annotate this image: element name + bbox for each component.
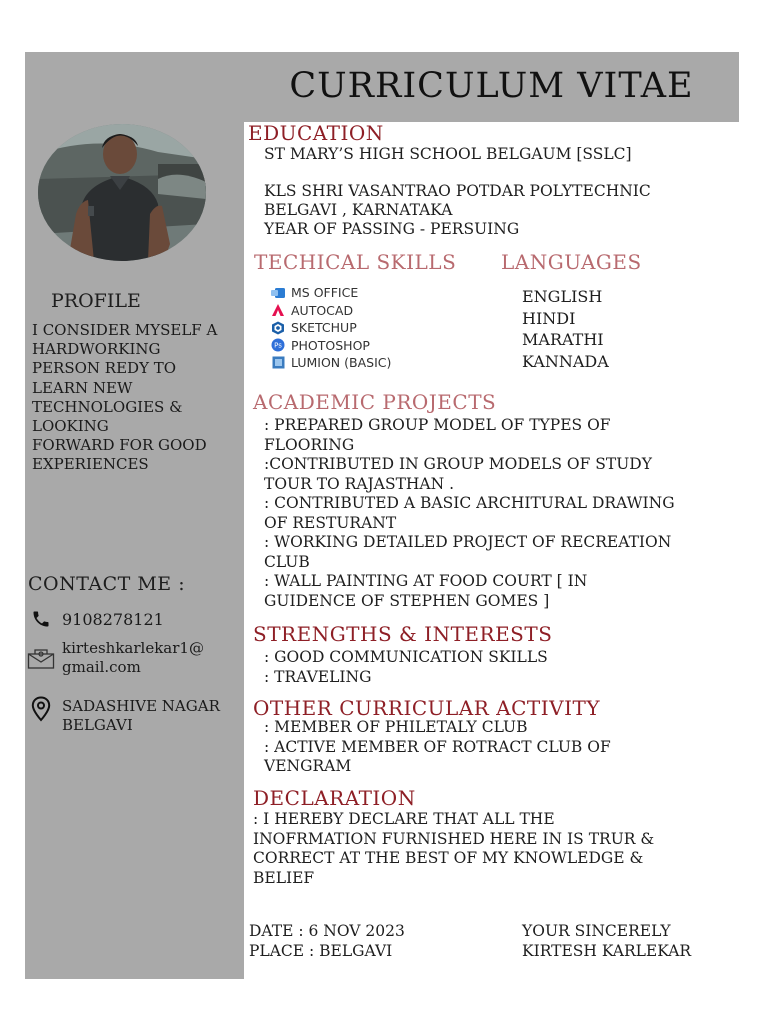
skills-list bbox=[271, 284, 391, 372]
project-line: :CONTRIBUTED IN GROUP MODELS OF STUDY bbox=[264, 455, 652, 473]
footer-name: KIRTESH KARLEKAR bbox=[522, 941, 692, 960]
project-line: : WORKING DETAILED PROJECT OF RECREATION bbox=[264, 533, 672, 551]
declaration-line: CORRECT AT THE BEST OF MY KNOWLEDGE & bbox=[253, 849, 644, 867]
contact-heading: CONTACT ME : bbox=[28, 573, 186, 595]
skill-item bbox=[271, 319, 391, 337]
strength-line: : TRAVELING bbox=[264, 667, 372, 686]
ms-office-icon bbox=[271, 286, 285, 300]
language-item: MARATHI bbox=[522, 330, 604, 349]
project-line: : PREPARED GROUP MODEL OF TYPES OF bbox=[264, 416, 611, 434]
declaration-line: BELIEF bbox=[253, 868, 315, 887]
address bbox=[62, 697, 220, 735]
profile-line: LOOKING bbox=[32, 417, 109, 436]
profile-line: HARDWORKING bbox=[32, 340, 161, 359]
declaration-text bbox=[253, 810, 654, 888]
project-line: CLUB bbox=[264, 552, 310, 571]
skill-item bbox=[271, 354, 391, 372]
address-line: SADASHIVE NAGAR bbox=[62, 697, 220, 715]
footer-date-place bbox=[249, 922, 405, 961]
projects-list bbox=[264, 416, 675, 611]
autocad-icon bbox=[271, 303, 285, 317]
language-item: ENGLISH bbox=[522, 287, 603, 306]
lumion-icon bbox=[271, 356, 285, 370]
languages-list bbox=[522, 286, 609, 372]
project-line: TOUR TO RAJASTHAN . bbox=[264, 474, 455, 493]
skill-label: SKETCHUP bbox=[291, 320, 357, 336]
strengths-heading: STRENGTHS & INTERESTS bbox=[253, 622, 553, 646]
language-item: HINDI bbox=[522, 308, 576, 328]
skill-item bbox=[271, 337, 391, 355]
profile-photo bbox=[38, 124, 206, 261]
declaration-line: INOFRMATION FURNISHED HERE IN IS TRUR & bbox=[253, 829, 655, 848]
activity-line: VENGRAM bbox=[264, 757, 352, 775]
project-line: : WALL PAINTING AT FOOD COURT [ IN bbox=[264, 572, 588, 590]
activities-list bbox=[264, 718, 611, 777]
email-address[interactable] bbox=[62, 639, 204, 677]
activities-heading: OTHER CURRICULAR ACTIVITY bbox=[253, 696, 601, 720]
skill-label: PHOTOSHOP bbox=[291, 337, 370, 353]
profile-line: I CONSIDER MYSELF A bbox=[32, 321, 218, 339]
page-title: CURRICULUM VITAE bbox=[289, 66, 694, 106]
profile-line: PERSON REDY TO bbox=[32, 359, 177, 378]
skill-item bbox=[271, 284, 391, 302]
footer-date: DATE : 6 NOV 2023 bbox=[249, 922, 405, 940]
profile-line: LEARN NEW bbox=[32, 378, 133, 397]
footer-place: PLACE : BELGAVI bbox=[249, 941, 393, 960]
strengths-list bbox=[264, 648, 548, 687]
sketchup-icon bbox=[271, 321, 285, 335]
svg-text:Ps: Ps bbox=[274, 341, 282, 350]
email-icon bbox=[27, 647, 55, 671]
skill-item bbox=[271, 302, 391, 320]
education-line: BELGAVI , KARNATAKA bbox=[264, 201, 453, 219]
email-line: kirteshkarlekar1@ bbox=[62, 639, 204, 657]
phone-number[interactable]: 9108278121 bbox=[62, 610, 164, 629]
activity-line: : MEMBER OF PHILETALY CLUB bbox=[264, 718, 528, 736]
activity-line: : ACTIVE MEMBER OF ROTRACT CLUB OF bbox=[264, 737, 611, 756]
education-heading: EDUCATION bbox=[248, 121, 384, 145]
profile-text bbox=[32, 321, 217, 475]
skill-label: LUMION (BASIC) bbox=[291, 355, 392, 371]
projects-heading: ACADEMIC PROJECTS bbox=[253, 390, 497, 414]
footer-closing: YOUR SINCERELY bbox=[522, 922, 671, 940]
project-line: : CONTRIBUTED A BASIC ARCHITURAL DRAWING bbox=[264, 494, 675, 512]
project-line: FLOORING bbox=[264, 435, 355, 454]
declaration-line: : I HEREBY DECLARE THAT ALL THE bbox=[253, 810, 555, 828]
profile-line: TECHNOLOGIES & bbox=[32, 397, 183, 416]
profile-line: FORWARD FOR GOOD bbox=[32, 436, 207, 455]
profile-line: EXPERIENCES bbox=[32, 455, 149, 474]
profile-photo-image bbox=[38, 124, 206, 261]
phone-icon bbox=[29, 607, 53, 631]
declaration-heading: DECLARATION bbox=[253, 786, 416, 810]
education-line: YEAR OF PASSING - PERSUING bbox=[264, 220, 520, 238]
language-item: KANNADA bbox=[522, 351, 609, 371]
project-line: OF RESTURANT bbox=[264, 513, 397, 532]
footer-signature bbox=[522, 922, 691, 961]
address-line: BELGAVI bbox=[62, 716, 133, 735]
skills-heading: TECHICAL SKILLS bbox=[254, 250, 457, 274]
strength-line: : GOOD COMMUNICATION SKILLS bbox=[264, 648, 548, 666]
email-line: gmail.com bbox=[62, 658, 141, 677]
education-line: ST MARY’S HIGH SCHOOL BELGAUM [SSLC] bbox=[264, 145, 632, 163]
location-pin-icon bbox=[29, 697, 53, 721]
skill-label: MS OFFICE bbox=[291, 285, 359, 301]
education-line: KLS SHRI VASANTRAO POTDAR POLYTECHNIC bbox=[264, 182, 651, 200]
profile-heading: PROFILE bbox=[51, 290, 141, 312]
project-line: GUIDENCE OF STEPHEN GOMES ] bbox=[264, 591, 550, 610]
skill-label: AUTOCAD bbox=[291, 302, 354, 318]
photoshop-icon bbox=[271, 338, 285, 352]
languages-heading: LANGUAGES bbox=[501, 250, 642, 274]
